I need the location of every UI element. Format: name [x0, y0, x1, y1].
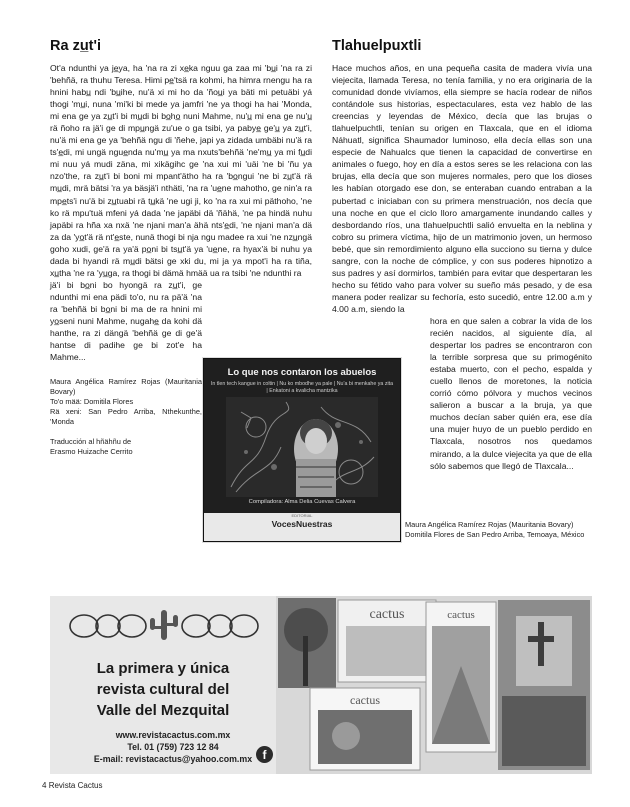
right-article-body-continued: hora en que salen a cobrar la vida de los recién nacidos, al siguiente día, al despertar los padres se encontraron con la terrible sorpresa que su primogénito estaba muerto, con el pecho, espalda y cuello llenos de moretones, la noticia corrió cómo pólvora y muchos vecinos salieron a buscar a la bruja, ya que muchos decían saber quién era, ese día una mujer huyo de un pueblo perdido en Tlaxcala, nosotros nos quedamos mirando, a la dulce viejecita ya que de ella sólo sabemos que llegó de Tlaxcala...: [430, 315, 592, 471]
translator-name: Erasmo Huizache Cerrito: [50, 447, 133, 457]
book-publisher-band: [204, 513, 400, 541]
email-link[interactable]: E-mail: revistacactus@yahoo.com.mx: [93, 754, 253, 764]
right-article-credits: [405, 520, 605, 540]
facebook-icon[interactable]: f: [256, 746, 273, 763]
origin-credit: Rä xeni: San Pedro Arriba, Nthekunthe, 'Monda: [50, 407, 202, 427]
svg-text:cactus: cactus: [447, 609, 475, 621]
book-compiler: Compiladora: Alma Delia Cuevas Calvera: [248, 499, 356, 505]
cactus-advertisement: [50, 596, 592, 774]
tagline-line-2: revista cultural del: [96, 681, 230, 698]
right-article-title: Tlahuelpuxtli: [332, 38, 422, 54]
tagline-line-3: Valle del Mezquital: [96, 702, 230, 719]
page-number: 4: [42, 781, 47, 790]
book-cover-image: [203, 358, 401, 542]
page-footer: [42, 781, 102, 790]
ad-contact-info: [78, 729, 268, 765]
source-credit: To'o mää: Domitila Flores: [50, 397, 134, 407]
left-article-credits: [50, 377, 202, 427]
book-title: Lo que nos contaron los abuelos: [227, 367, 377, 378]
left-article-title: Ra zu̲t'i: [50, 38, 101, 54]
ad-tagline: [50, 658, 276, 721]
right-article-body: Hace muchos años, en una pequeña casita de madera vivía una viejecita, llamada Teresa, no tenía familia, y no era originaria de la comunidad donde vivíamos, ella siempre se hacía rodear de niños contándole sus historias, espectaculares, esta vez hablo de las creencias y leyendas de México, decía que las brujas o tlahuelpuchtli, tenían su origen en Tlaxcala, que en el idioma Náhuatl, significa Shaumador luminoso, ella decía ellas son una especie de Nahualcs que tienen la capacidad de convertirse en animales o fuego, hoy en día a estos seres se les relaciona con las brujas, ella decía que son mujeres normales, pero que los dioses les habían otorgado ese don, se enteraban cuando entraban a la pubertad c iniciaban con su primera menstruación, nos decía que una noche en que el ciclo lloro amargamente inundando calles y desbordando ríos, una tlahuelpuchtli salió envuelta en la neblina y cobro su primera víctima, hijo de un matrimonio joven, un hermoso bebé, que sin remordimiento alguno ella succiono su tierna y dulce sangre, con la noche de cómplice, y con sus poderes hipnotizo a sus padres y así dormirlos, también para evitar que despertaran les hecho su fétido vaho para volver su sueño más pesado, y de esa manera poder realizar su fechoría, esto sucedió, entre 12.00 a.m y 4.00 a.m, siendo la: [332, 63, 592, 314]
translation-credits: [50, 437, 202, 457]
book-subtitle: In tlen tech kangue in coltin | Nu ko mbodhe ya pale | Nu'a bi menkahe ya zita | Enkatoni a kvalicha mantzika: [210, 381, 394, 394]
source-credit: Domitila Flores de San Pedro Arriba, Temoaya, México: [405, 530, 585, 539]
phone-number: Tel. 01 (759) 723 12 84: [127, 742, 219, 752]
publication-name: Revista Cactus: [48, 781, 103, 790]
tagline-line-1: La primera y única: [96, 660, 230, 677]
cactus-logo: [64, 606, 264, 642]
ad-photo-collage: [276, 596, 592, 774]
svg-text:cactus: cactus: [369, 607, 405, 622]
ad-text-panel: [50, 596, 276, 774]
publisher-label: EDITORIAL: [291, 513, 313, 518]
publisher-name: VocesNuestras: [271, 519, 333, 529]
author-credit: Maura Angélica Ramírez Rojas (Mauritania Bovary): [405, 520, 574, 529]
author-credit: Maura Angélica Ramírez Rojas (Mauritania Bovary): [50, 377, 202, 397]
translation-label: Traducción al hñähñu de: [50, 437, 132, 447]
book-illustration: [226, 397, 378, 497]
website-link[interactable]: www.revistacactus.com.mx: [115, 730, 231, 740]
left-article-body: Ot'a ndunthi ya je̲ya, ha 'na ra zi xe̲ka nguu ga zaa mi 'bu̲i 'na ra zi 'behñä, ra thuhu Teresa. Himi pe̲'tsä ra kohmi, ha himra rnengu ha ra hnini habu̲ ndi 'bu̲ihe, nu'ä xi mi ho da 'ñou̲i ya bäti mi petuäbi yá thogi 'mu̲i, nuna 'mi'ki bi mede ya jamfri 'ne ya thogi ha hai 'Monda, mi ena ge ya zu̲t'i bi mu̲di bi bo̲ho̲ nuni Mahme, nu'u̲ mi ena ge nu'u̲ rä ñoho ra jä'i ge di mpu̲ngä zu'ue o ga tsibi, ya pabye̲ ge'u̲ ya zu̲t'i, nu'ä mi ena ge ya 'behñä ngu di 'ñehe, japi ya zidada umbäbi nu'ä ra ts'e̲di, mi ungä ngue̲nda nu'mu̲ ya ma nxuts'behñä 'ne'mu̲ ya mi fu̲di mi nuu yá mudi zäna, mi xikägihc ge 'na xui mi 'uäi 'ne bi 'ñu ya nzo'the, ra zu̲t'i bi boni mi mpant'ätho ha ra 'bo̲ngui 'ne bi zu̲t'ä rä mu̲di, mrä bätsi 'ra ya bäsjä'i nthäti, 'na ra 'ue̲ne mahotho, ge nin'a ra mpe̲ts'i nu'ä bi zu̲tuabi rä tu̲kä 'ne ugi ji, ko 'na ra xui mi päthoho, 'ne ko rä mpu'tuä mfeni yá dada 'ne japäbi dä 'ñähä, 'ne pa hindä nuhu japäbi ra hña xa nxä 'ne njani man'a ähä nts'e̲di, 'ne njani man'a dä za da 'yo̲t'ä rä nt'e̲ste, nunä thogi bi nja ngu madee ra xui 'ne nzu̲ngä goho xudi, ge'ä ra ya'ä po̲ni bi tsu̲t'ä ya 'ue̲ne, ra hyax'ä bi nuhu ya dada bi hyandi rä mu̲di bätsi ge xki du, mi ja ya mpot'i ha ra tiña, xu̲tha 'ne ra 'yu̲ga, ra thogi bi dämä hmää ua ra tsibi 'ne ndunthi ra: [50, 63, 312, 278]
svg-text:cactus: cactus: [350, 693, 380, 707]
left-article-body-continued: jä'i bi bo̲ni bo hyongä ra zu̲t'i, ge ndunthi mi ena pädi to'o, nu ra pä'ä 'na ra 'behñä bi bo̲ni bi ma de ra hnini mi yo̲seni nuni Mahme, nugahe̲ da kohi dä hanthe, ra zi dängä 'behñä ge di ge'ä hantse di padihe ge bi zot'e ha Mahme...: [50, 279, 202, 363]
